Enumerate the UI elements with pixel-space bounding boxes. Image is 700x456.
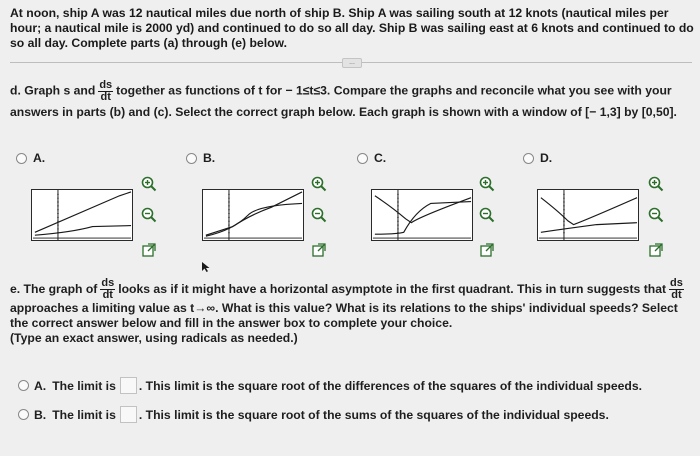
graph-d bbox=[537, 189, 639, 241]
part-e-line4: (Type an exact answer, using radicals as needed.) bbox=[10, 331, 298, 345]
part-e-question bbox=[10, 278, 694, 346]
curve-ds-dt bbox=[35, 226, 131, 236]
option-d-label: D. bbox=[540, 151, 553, 165]
curve-ds-dt bbox=[541, 223, 637, 233]
open-graph-button-c[interactable] bbox=[476, 239, 498, 261]
choice-a-after: . This limit is the square root of the differences of the squares of the individual speeds. bbox=[138, 378, 643, 393]
answer-input-b[interactable] bbox=[120, 406, 137, 423]
open-in-new-window-icon bbox=[312, 243, 326, 257]
option-d[interactable] bbox=[523, 150, 552, 166]
graph-b bbox=[202, 189, 304, 241]
choice-a-letter: A. bbox=[34, 378, 47, 393]
ds-dt-fraction bbox=[98, 80, 113, 103]
ds-dt-fraction-2 bbox=[669, 278, 684, 301]
open-graph-button-a[interactable] bbox=[138, 239, 160, 261]
fraction-denominator: dt bbox=[102, 289, 113, 301]
problem-statement: At noon, ship A was 12 nautical miles due north of ship B. Ship A was sailing south at 12 knots (nautical miles per hour; a nautical mile is 2000 yd) and continued to do so all day. Ship B was sailing east at 6 knots and continued to do so all day. Complete parts (a) through (e) below. bbox=[10, 6, 694, 50]
radio-choice-a[interactable] bbox=[18, 380, 29, 391]
choice-b-after: . This limit is the square root of the sums of the squares of the individual speeds. bbox=[138, 407, 609, 422]
part-e-middle: looks as if it might have a horizontal asymptote in the first quadrant. This in turn suggests that bbox=[118, 282, 667, 296]
graph-a bbox=[31, 189, 133, 241]
choice-b-letter: B. bbox=[34, 407, 47, 422]
option-a-label: A. bbox=[33, 151, 46, 165]
curve-ds-dt bbox=[206, 203, 302, 236]
choice-a[interactable] bbox=[18, 377, 642, 394]
zoom-in-icon bbox=[479, 176, 495, 192]
radio-a[interactable] bbox=[16, 153, 27, 164]
part-d-prefix: d. Graph s and bbox=[10, 83, 96, 98]
option-c-label: C. bbox=[374, 151, 387, 165]
fraction-numerator: ds bbox=[670, 277, 683, 289]
open-graph-button-b[interactable] bbox=[308, 239, 330, 261]
option-c[interactable] bbox=[357, 150, 386, 166]
zoom-in-button-d[interactable] bbox=[645, 173, 667, 195]
zoom-in-button-b[interactable] bbox=[308, 173, 330, 195]
zoom-out-icon bbox=[479, 207, 495, 223]
choice-b[interactable] bbox=[18, 406, 609, 423]
ds-dt-fraction bbox=[100, 278, 115, 301]
graph-c bbox=[371, 189, 473, 241]
fraction-numerator: ds bbox=[99, 79, 113, 91]
part-e-line2: approaches a limiting value as t→∞. What is this value? What is its relations to the ships' individual speeds? Select bbox=[10, 301, 678, 315]
radio-c[interactable] bbox=[357, 153, 368, 164]
curve-s bbox=[541, 198, 637, 225]
zoom-out-button-d[interactable] bbox=[645, 204, 667, 226]
zoom-out-icon bbox=[141, 207, 157, 223]
open-graph-button-d[interactable] bbox=[645, 239, 667, 261]
zoom-in-icon bbox=[141, 176, 157, 192]
choice-a-before: The limit is bbox=[52, 378, 116, 393]
radio-choice-b[interactable] bbox=[18, 409, 29, 420]
part-d-line2: answers in parts (b) and (c). Select the correct graph below. Each graph is shown with a window of [− 1,3] by [0,50]. bbox=[10, 105, 677, 119]
zoom-in-button-a[interactable] bbox=[138, 173, 160, 195]
expand-button[interactable]: ... bbox=[342, 58, 362, 68]
zoom-out-button-a[interactable] bbox=[138, 204, 160, 226]
zoom-out-icon bbox=[311, 207, 327, 223]
radio-d[interactable] bbox=[523, 153, 534, 164]
zoom-out-button-c[interactable] bbox=[476, 204, 498, 226]
answer-input-a[interactable] bbox=[120, 377, 137, 394]
open-in-new-window-icon bbox=[480, 243, 494, 257]
graph-d-plot bbox=[538, 190, 638, 240]
option-a[interactable] bbox=[16, 150, 45, 166]
part-e-prefix: e. The graph of bbox=[10, 282, 98, 296]
zoom-out-button-b[interactable] bbox=[308, 204, 330, 226]
graph-b-plot bbox=[203, 190, 303, 240]
zoom-in-icon bbox=[311, 176, 327, 192]
zoom-in-button-c[interactable] bbox=[476, 173, 498, 195]
radio-b[interactable] bbox=[186, 153, 197, 164]
open-in-new-window-icon bbox=[649, 243, 663, 257]
curve-s bbox=[375, 196, 471, 223]
graph-c-plot bbox=[372, 190, 472, 240]
mouse-pointer-icon bbox=[201, 261, 211, 276]
part-d-rest: together as functions of t for − 1≤t≤3. Compare the graphs and reconcile what you see with your bbox=[116, 83, 672, 98]
part-e-line3: the correct answer below and fill in the answer box to complete your choice. bbox=[10, 316, 453, 330]
open-in-new-window-icon bbox=[142, 243, 156, 257]
option-b[interactable] bbox=[186, 150, 215, 166]
fraction-numerator: ds bbox=[101, 277, 115, 289]
part-d-question bbox=[10, 78, 694, 120]
curve-s bbox=[206, 192, 302, 235]
fraction-denominator: dt bbox=[100, 91, 111, 103]
option-b-label: B. bbox=[203, 151, 216, 165]
zoom-out-icon bbox=[648, 207, 664, 223]
graph-a-plot bbox=[32, 190, 132, 240]
fraction-denominator: dt bbox=[671, 289, 682, 301]
choice-b-before: The limit is bbox=[52, 407, 116, 422]
zoom-in-icon bbox=[648, 176, 664, 192]
